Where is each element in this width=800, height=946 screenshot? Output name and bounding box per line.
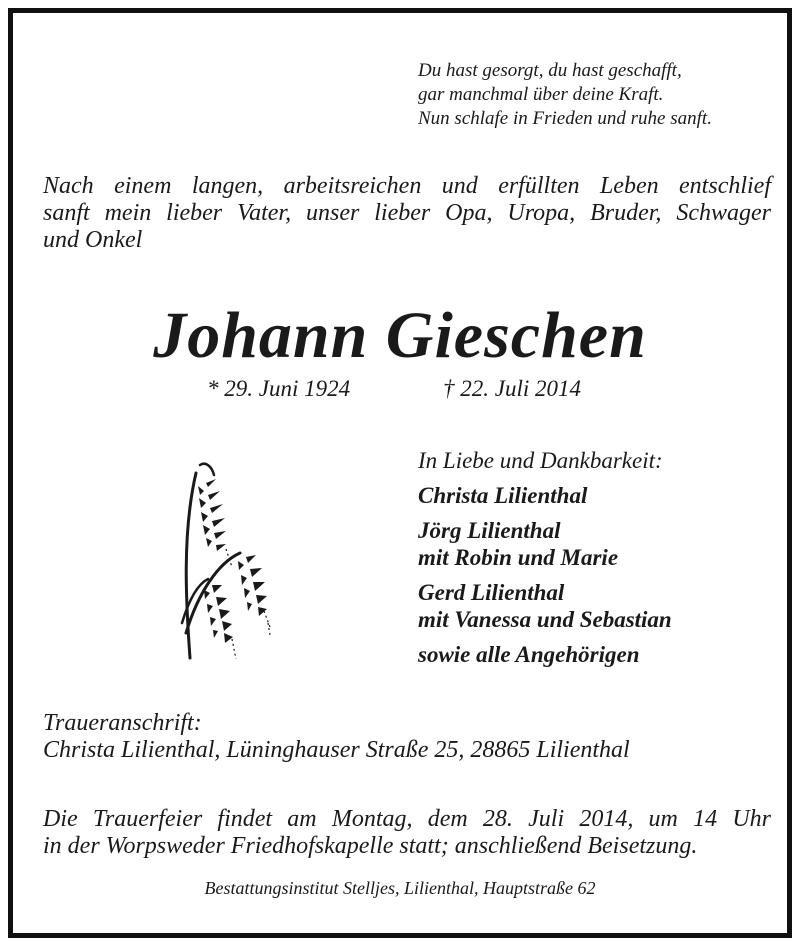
obituary-frame (8, 8, 792, 938)
deceased-name: Johann Gieschen (153, 299, 647, 372)
mourner-group (418, 517, 672, 571)
death-date: † 22. Juli 2014 (443, 376, 581, 401)
intro-line: und Onkel (43, 227, 143, 253)
mourners (418, 447, 672, 676)
address-line: Christa Lilienthal, Lüninghauser Straße 25, 28865 Lilienthal (43, 737, 630, 763)
mourner-group (418, 579, 672, 633)
birth-date: * 29. Juni 1924 (207, 376, 351, 401)
wheat-ears-icon (168, 453, 283, 673)
mourner-name: mit Robin und Marie (418, 545, 619, 570)
mourners-lead: In Liebe und Dankbarkeit: (418, 448, 663, 473)
address-label: Traueranschrift: (43, 710, 202, 736)
service-line: Die Trauerfeier findet am Montag, dem 28. Juli 2014, um 14 Uhr (43, 806, 771, 832)
intro-line: Nach einem langen, arbeitsreichen und erfüllten Leben entschlief (43, 173, 771, 199)
mourner-name: Gerd Lilienthal (418, 580, 565, 605)
poem-line: Nun schlafe in Frieden und ruhe sanft. (418, 108, 712, 129)
intro-line: sanft mein lieber Vater, unser lieber Opa, Uropa, Bruder, Schwager (43, 200, 771, 226)
mourner-name: Christa Lilienthal (418, 483, 588, 508)
mourner-name: mit Vanessa und Sebastian (418, 607, 672, 632)
funeral-home: Bestattungsinstitut Stelljes, Lilienthal, Hauptstraße 62 (204, 878, 596, 898)
funeral-service-notice (43, 806, 771, 860)
intro-text (43, 173, 771, 254)
mourner-group (418, 482, 672, 509)
poem-line: Du hast gesorgt, du hast geschafft, (418, 60, 682, 81)
mourner-name: sowie alle Angehörigen (418, 642, 640, 667)
poem (418, 59, 712, 131)
mourner-group (418, 641, 672, 668)
mourning-address (43, 710, 630, 764)
mourner-name: Jörg Lilienthal (418, 518, 561, 543)
service-line: in der Worpsweder Friedhofskapelle statt; anschließend Beisetzung. (43, 833, 698, 859)
poem-line: gar manchmal über deine Kraft. (418, 84, 664, 105)
